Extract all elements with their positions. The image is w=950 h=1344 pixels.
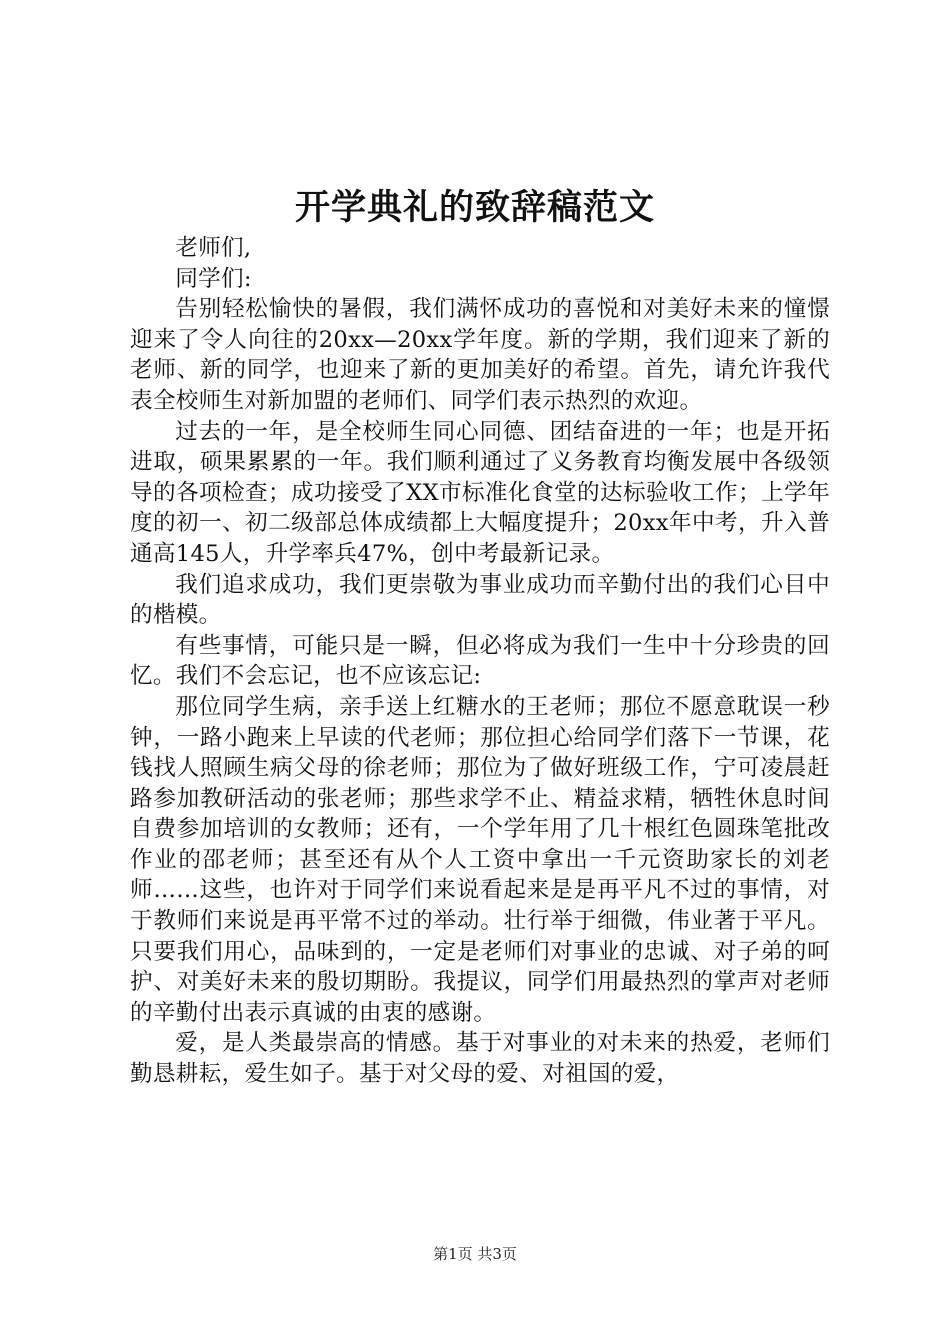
paragraph-teachers-stories: 那位同学生病，亲手送上红糖水的王老师；那位不愿意耽误一秒钟，一路小跑来上早读的代老师；那位担心给同学们落下一节课，花钱找人照顾生病父母的徐老师；那位为了做好班级工作，宁可凌晨赶路参加教研活动的张老师；那些求学不止、精益求精，牺牲休息时间自费参加培训的女教师；还有，一个学年用了几十根红色圆珠笔批改作业的邵老师；甚至还有从个人工资中拿出一千元资助家长的刘老师……这些，也许对于同学们来说看起来是是再平凡不过的事情，对于教师们来说是再平常不过的举动。壮行举于细微，伟业著于平凡。只要我们用心，品味到的，一定是老师们对事业的忠诚、对子弟的呵护、对美好未来的殷切期盼。我提议，同学们用最热烈的掌声对老师的辛勤付出表示真诚的由衷的感谢。 [130, 693, 830, 1026]
paragraph-role-models: 我们追求成功，我们更崇敬为事业成功而辛勤付出的我们心目中的楷模。 [130, 571, 830, 629]
document-title: 开学典礼的致辞稿范文 [294, 187, 655, 228]
paragraph-love: 爱，是人类最崇高的情感。基于对事业的对未来的热爱，老师们勤恳耕耘，爱生如子。基于对父母的爱、对祖国的爱， [130, 1030, 830, 1088]
paragraph-past-year: 过去的一年，是全校师生同心同德、团结奋进的一年；也是开拓进取，硕果累累的一年。我们顺利通过了义务教育均衡发展中各级领导的各项检查；成功接受了XX市标准化食堂的达标验收工作；上学年度的初一、初二级部总体成绩都上大幅度提升；20xx年中考，升入普通高145人，升学率兵47%，创中考最新记录。 [130, 418, 830, 567]
salutation-students: 同学们: [175, 265, 252, 292]
paragraph-memories: 有些事情，可能只是一瞬，但必将成为我们一生中十分珍贵的回忆。我们不会忘记，也不应该忘记: [130, 632, 830, 690]
page-number: 第1页 共3页 [433, 1245, 517, 1263]
salutation-teachers: 老师们, [175, 235, 252, 261]
document-body [130, 233, 830, 1090]
paragraph-opening: 告别轻松愉快的暑假，我们满怀成功的喜悦和对美好未来的憧憬迎来了令人向往的20xx—20xx学年度。新的学期，我们迎来了新的老师、新的同学，也迎来了新的更加美好的希望。首先，请允许我代表全校师生对新加盟的老师们、同学们表示热烈的欢迎。 [130, 296, 830, 414]
